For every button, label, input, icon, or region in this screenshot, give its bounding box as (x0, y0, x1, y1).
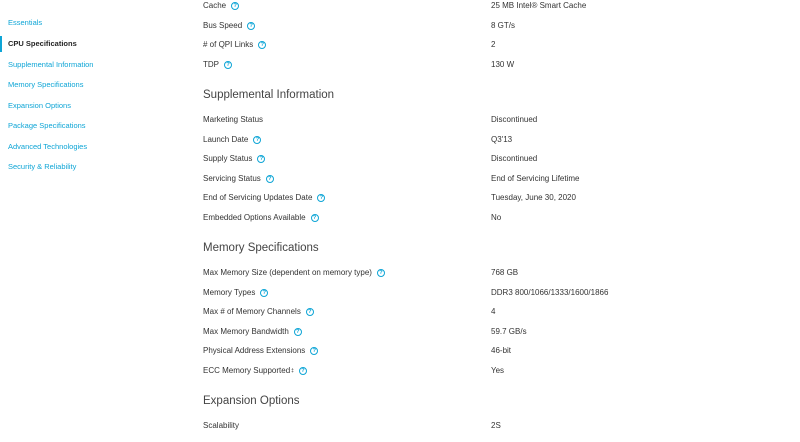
help-icon[interactable]: ? (299, 367, 307, 375)
help-icon[interactable]: ? (247, 22, 255, 30)
spec-label: Marketing Status (203, 115, 264, 124)
help-icon[interactable]: ? (311, 214, 319, 222)
help-icon[interactable]: ? (317, 194, 325, 202)
help-icon[interactable]: ? (310, 347, 318, 355)
spec-value: 768 GB (491, 268, 519, 277)
spec-value: Tuesday, June 30, 2020 (491, 193, 576, 202)
help-icon[interactable]: ? (377, 269, 385, 277)
spec-label: Max Memory Size (dependent on memory type) ? (203, 268, 385, 277)
spec-value: 46-bit (491, 346, 512, 355)
sidebar-item-package-specifications[interactable]: Package Specifications (8, 121, 86, 130)
sidebar-item-cpu-specifications[interactable]: CPU Specifications (8, 39, 77, 48)
spec-value: Discontinued (491, 115, 538, 124)
help-icon[interactable]: ? (266, 175, 274, 183)
sidebar-item-essentials[interactable]: Essentials (8, 18, 43, 27)
spec-label: Servicing Status ? (203, 174, 274, 183)
spec-value: End of Servicing Lifetime (491, 174, 580, 183)
spec-label: Launch Date ? (203, 135, 261, 144)
help-icon[interactable]: ? (294, 328, 302, 336)
section-title-memory: Memory Specifications (203, 242, 319, 254)
spec-value: 59.7 GB/s (491, 327, 527, 336)
help-icon[interactable]: ? (253, 136, 261, 144)
spec-value: No (491, 213, 502, 222)
spec-label: Physical Address Extensions ? (203, 346, 318, 355)
footnote-marker[interactable]: ‡ (291, 367, 294, 374)
spec-value: Yes (491, 366, 505, 375)
help-icon[interactable]: ? (306, 308, 314, 316)
spec-value: 8 GT/s (491, 21, 516, 30)
spec-value: Discontinued (491, 154, 538, 163)
spec-label: Memory Types ? (203, 288, 268, 297)
spec-value: 130 W (491, 60, 515, 69)
spec-label: TDP ? (203, 60, 232, 69)
spec-label: Bus Speed ? (203, 21, 255, 30)
sidebar-item-expansion-options[interactable]: Expansion Options (8, 101, 71, 110)
spec-label: # of QPI Links ? (203, 40, 266, 49)
help-icon[interactable]: ? (257, 155, 265, 163)
spec-label: ECC Memory Supported ‡ ? (203, 366, 307, 375)
spec-label: Scalability (203, 421, 240, 430)
spec-label: Embedded Options Available ? (203, 213, 319, 222)
spec-value: 25 MB Intel® Smart Cache (491, 1, 587, 10)
spec-label: Cache ? (203, 1, 239, 10)
section-title-supplemental: Supplemental Information (203, 89, 335, 101)
spec-value: 2 (491, 40, 496, 49)
spec-value: DDR3 800/1066/1333/1600/1866 (491, 288, 609, 297)
spec-label: Max # of Memory Channels ? (203, 307, 314, 316)
section-title-expansion: Expansion Options (203, 395, 300, 407)
spec-value: 2S (491, 421, 501, 430)
sidebar-item-memory-specifications[interactable]: Memory Specifications (8, 80, 84, 89)
spec-label: End of Servicing Updates Date ? (203, 193, 325, 202)
spec-label: Supply Status ? (203, 154, 265, 163)
help-icon[interactable]: ? (224, 61, 232, 69)
sidebar-item-security-reliability[interactable]: Security & Reliability (8, 162, 77, 171)
spec-label: Max Memory Bandwidth ? (203, 327, 302, 336)
sidebar-item-supplemental-information[interactable]: Supplemental Information (8, 60, 94, 69)
sidebar-item-advanced-technologies[interactable]: Advanced Technologies (8, 142, 88, 151)
help-icon[interactable]: ? (258, 41, 266, 49)
spec-value: Q3'13 (491, 135, 513, 144)
help-icon[interactable]: ? (231, 2, 239, 10)
spec-value: 4 (491, 307, 496, 316)
help-icon[interactable]: ? (260, 289, 268, 297)
